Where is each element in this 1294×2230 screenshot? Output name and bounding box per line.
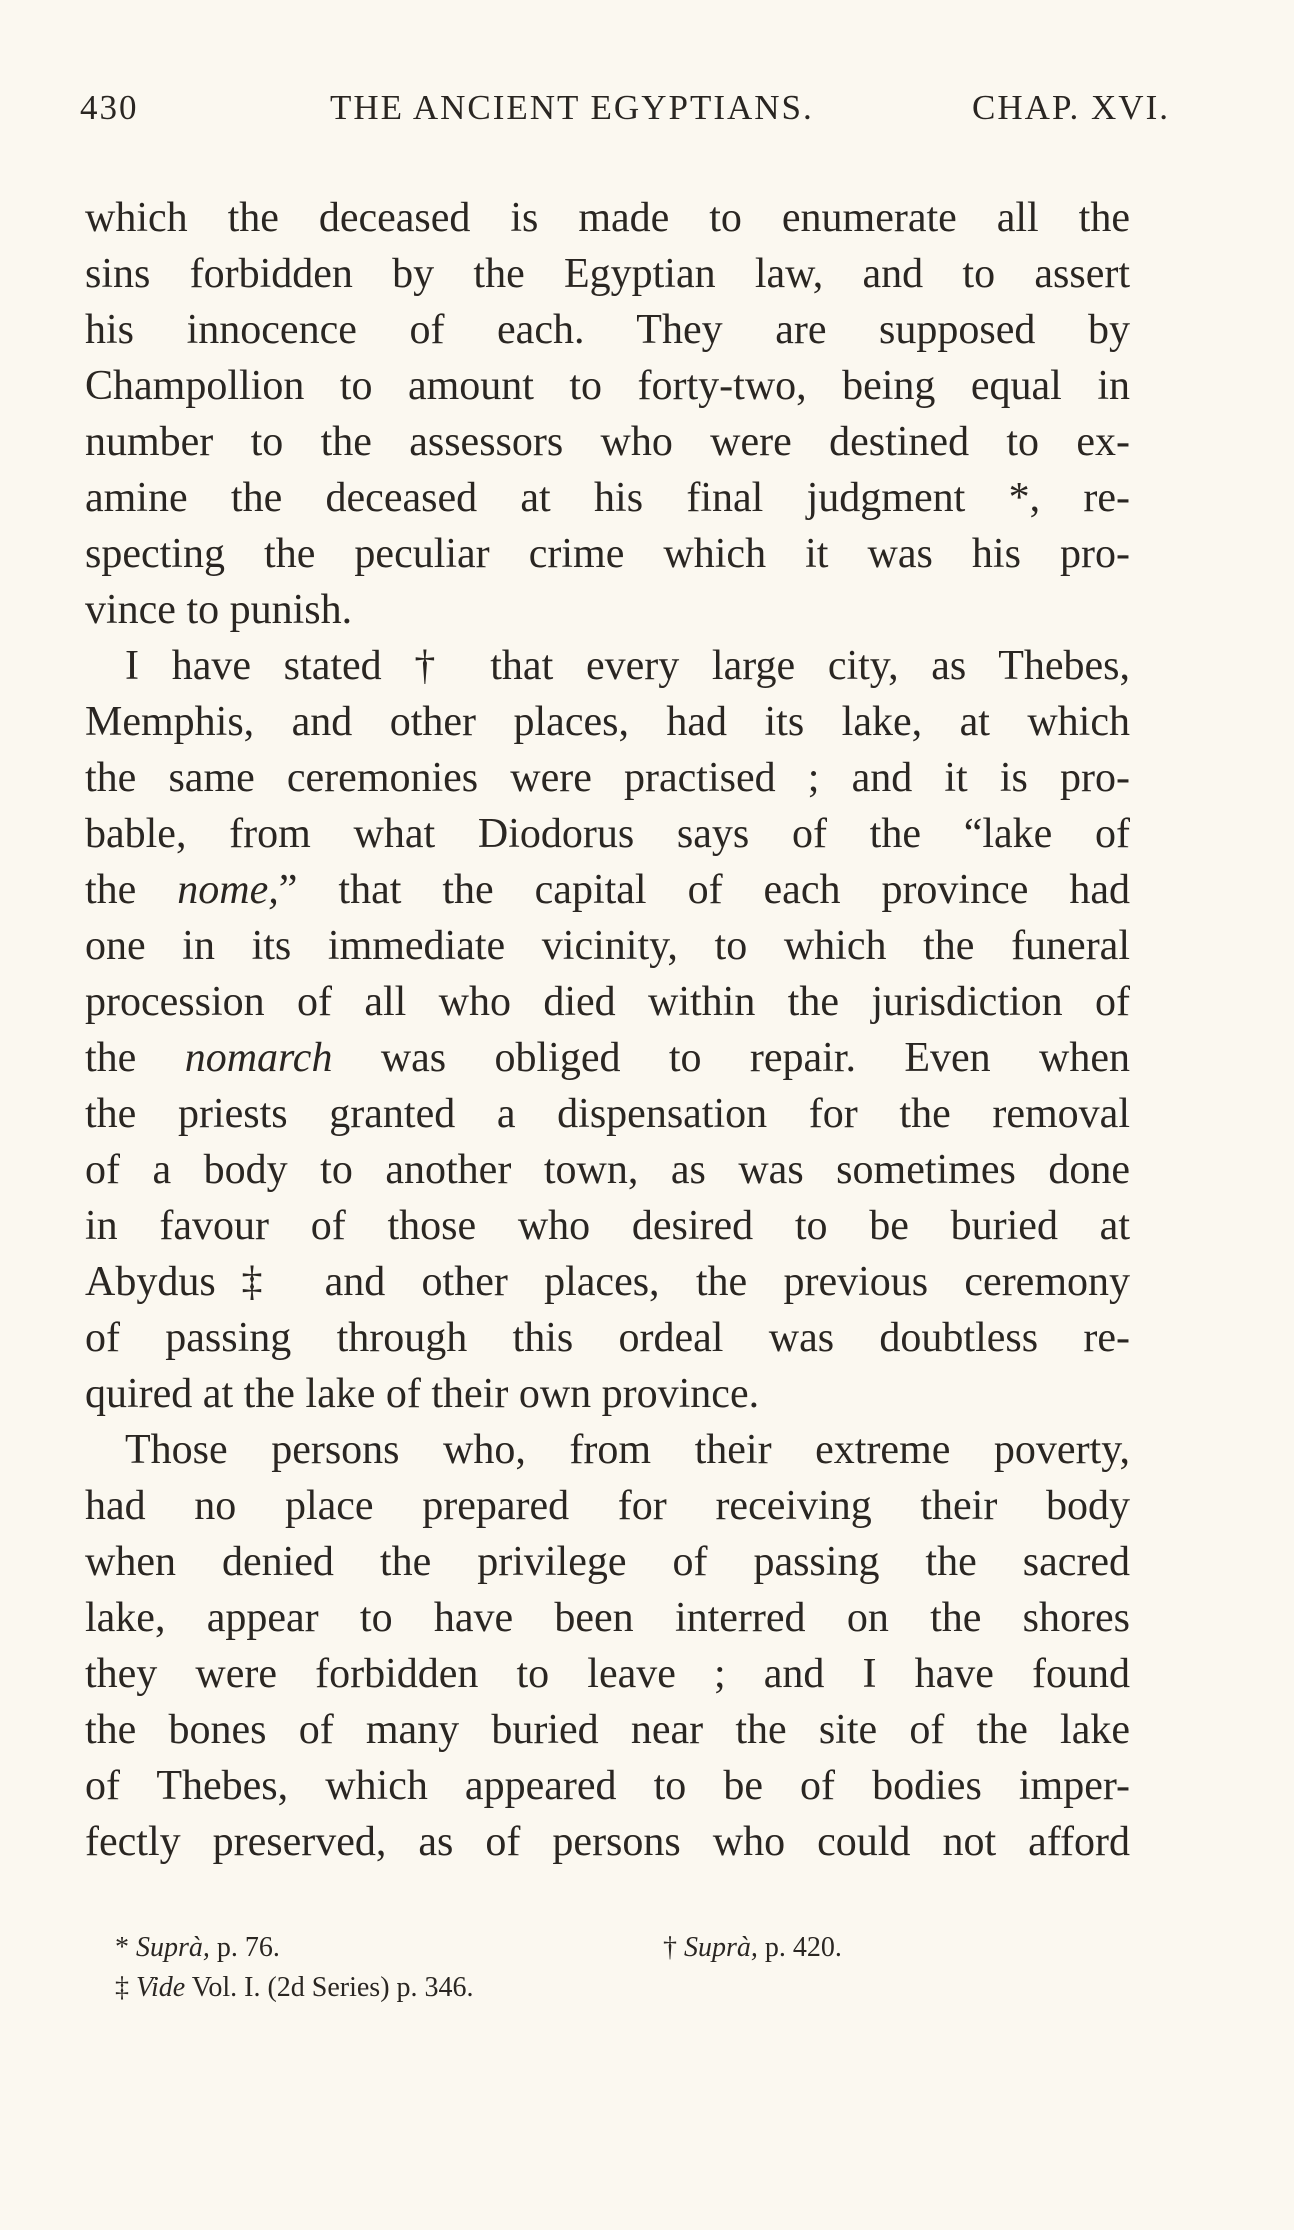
text-line: lake, appear to have been interred on the shores [85,1595,1130,1641]
footnote-text: p. 76. [209,1932,280,1963]
text-line: number to the assessors who were destined to ex- [85,419,1130,465]
footnote-italic: Suprà, [136,1932,210,1963]
body-text [85,190,1130,1870]
text-fragment: the [85,1035,185,1081]
text-fragment: ” that the capital of each province had [278,867,1130,913]
footnote-mark: † [663,1932,684,1963]
text-line: amine the deceased at his final judgment *, re- [85,475,1130,521]
text-line: procession of all who died within the jurisdiction of [85,979,1130,1025]
footnote-3 [115,1968,474,2008]
text-line: which the deceased is made to enumerate all the [85,195,1130,241]
text-line-nomarch [85,1030,1130,1086]
text-line: the bones of many buried near the site of the lake [85,1707,1130,1753]
chapter-label: CHAP. XVI. [972,88,1170,127]
text-line: of passing through this ordeal was doubtless re- [85,1315,1130,1361]
text-line: his innocence of each. They are supposed by [85,307,1130,353]
footnote-text: Vol. I. (2d Series) p. 346. [185,1972,474,2003]
footnote-mark: * [115,1932,136,1963]
text-fragment: the [85,867,178,913]
text-line-nome [85,862,1130,918]
text-line: Memphis, and other places, had its lake, at which [85,699,1130,745]
italic-word-nome: nome, [177,867,279,913]
footnote-row [85,1928,1130,1968]
text-line: I have stated † that every large city, as Thebes, [125,643,1130,689]
footnote-1 [115,1928,280,1968]
italic-word-nomarch: nomarch [184,1035,333,1081]
text-line: Champollion to amount to forty-two, being equal in [85,363,1130,409]
footnote-text: p. 420. [757,1932,842,1963]
text-line: bable, from what Diodorus says of the “lake of [85,811,1130,857]
running-head [80,88,1170,138]
text-line: of a body to another town, as was sometimes done [85,1147,1130,1193]
text-line: Those persons who, from their extreme poverty, [125,1427,1130,1473]
text-line: fectly preserved, as of persons who could not afford [85,1819,1130,1865]
text-line: of Thebes, which appeared to be of bodies imper- [85,1763,1130,1809]
footnotes [85,1928,1130,2008]
text-line: vince to punish. [85,587,353,633]
text-line: they were forbidden to leave ; and I have found [85,1651,1130,1697]
footnote-mark: ‡ [115,1972,136,2003]
footnote-2 [663,1928,842,1968]
footnote-italic: Suprà, [684,1932,758,1963]
text-line: had no place prepared for receiving their body [85,1483,1130,1529]
text-fragment: was obliged to repair. Even when [380,1035,1131,1081]
running-title: THE ANCIENT EGYPTIANS. [330,88,814,127]
text-line: one in its immediate vicinity, to which the funeral [85,923,1130,969]
text-line: the same ceremonies were practised ; and it is pro- [85,755,1130,801]
text-line: specting the peculiar crime which it was his pro- [85,531,1130,577]
text-line: when denied the privilege of passing the sacred [85,1539,1130,1585]
text-line: sins forbidden by the Egyptian law, and to assert [85,251,1130,297]
text-line: in favour of those who desired to be buried at [85,1203,1130,1249]
footnote-italic: Vide [136,1972,186,2003]
text-line: Abydus‡ and other places, the previous ceremony [85,1259,1130,1305]
footnote-row [85,1968,1130,2008]
text-line: quired at the lake of their own province. [85,1371,760,1417]
text-line: the priests granted a dispensation for the removal [85,1091,1130,1137]
page-number: 430 [80,88,139,127]
